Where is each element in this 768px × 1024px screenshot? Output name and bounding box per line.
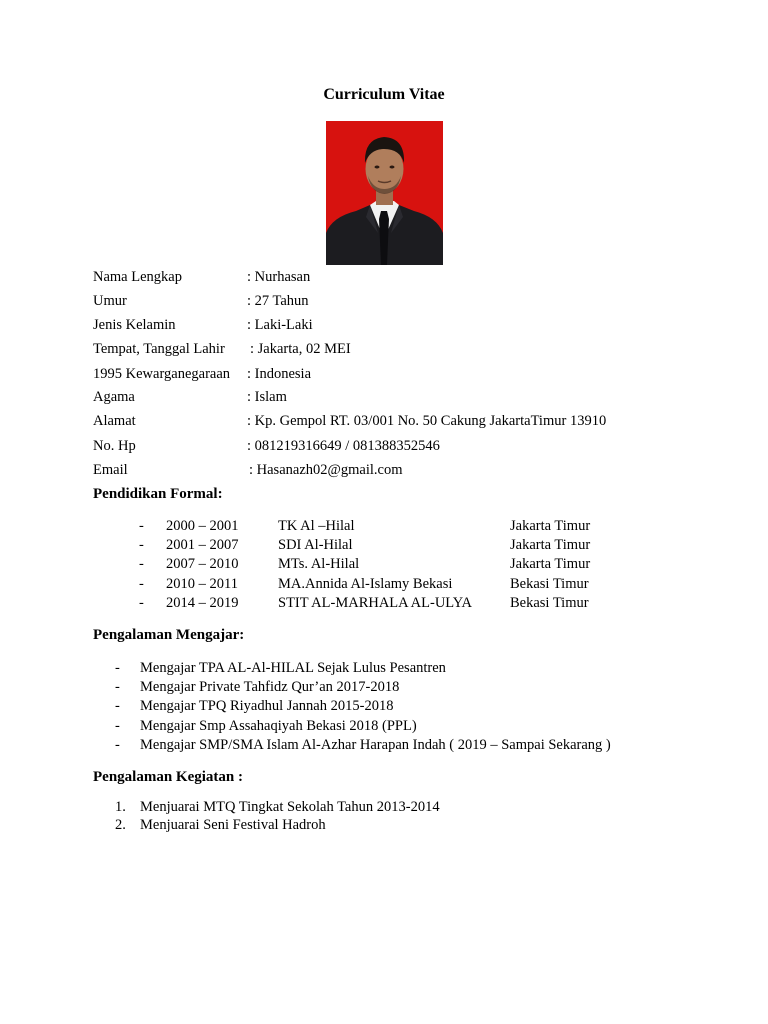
list-marker: - bbox=[139, 595, 144, 611]
list-item-text: Mengajar TPA AL-Al-HILAL Sejak Lulus Pesantren bbox=[140, 660, 446, 676]
list-item-text: Menjuarai MTQ Tingkat Sekolah Tahun 2013-2014 bbox=[140, 799, 440, 815]
education-row bbox=[0, 575, 768, 594]
list-item bbox=[0, 816, 768, 835]
info-label: Agama bbox=[93, 389, 135, 405]
info-value: : Jakarta, 02 MEI bbox=[250, 341, 351, 357]
page-title: Curriculum Vitae bbox=[323, 86, 445, 103]
list-marker: - bbox=[115, 698, 120, 714]
education-row bbox=[0, 555, 768, 574]
list-marker: 1. bbox=[115, 799, 126, 815]
education-row bbox=[0, 536, 768, 555]
profile-photo bbox=[326, 121, 443, 265]
info-label: Nama Lengkap bbox=[93, 269, 182, 285]
info-label: Email bbox=[93, 462, 128, 478]
education-city: Bekasi Timur bbox=[510, 595, 589, 611]
info-label: Umur bbox=[93, 293, 127, 309]
list-item-text: Mengajar SMP/SMA Islam Al-Azhar Harapan Indah ( 2019 – Sampai Sekarang ) bbox=[140, 737, 611, 753]
list-marker: - bbox=[115, 737, 120, 753]
list-item-text: Menjuarai Seni Festival Hadroh bbox=[140, 817, 326, 833]
info-value: : 081219316649 / 081388352546 bbox=[247, 438, 440, 454]
info-value: : 27 Tahun bbox=[247, 293, 309, 309]
education-school: MA.Annida Al-Islamy Bekasi bbox=[278, 576, 453, 592]
education-city: Bekasi Timur bbox=[510, 576, 589, 592]
list-item bbox=[0, 798, 768, 817]
list-marker: 2. bbox=[115, 817, 126, 833]
list-marker: - bbox=[115, 660, 120, 676]
list-item bbox=[0, 736, 768, 755]
info-label: Alamat bbox=[93, 413, 136, 429]
list-marker: - bbox=[139, 518, 144, 534]
education-row bbox=[0, 594, 768, 613]
info-value: : Indonesia bbox=[247, 366, 312, 382]
activities-heading: Pengalaman Kegiatan : bbox=[93, 769, 243, 785]
education-years: 2000 – 2001 bbox=[166, 518, 239, 534]
info-value: : Hasanazh02@gmail.com bbox=[249, 462, 403, 478]
list-item-text: Mengajar Private Tahfidz Qur’an 2017-2018 bbox=[140, 679, 400, 695]
education-row bbox=[0, 517, 768, 536]
info-value: : Kp. Gempol RT. 03/001 No. 50 Cakung JakartaTimur 13910 bbox=[247, 413, 607, 429]
list-item bbox=[0, 717, 768, 736]
info-label: Tempat, Tanggal Lahir bbox=[93, 341, 225, 357]
info-value: : Laki-Laki bbox=[247, 317, 313, 333]
list-marker: - bbox=[115, 679, 120, 695]
info-value: : Islam bbox=[247, 389, 287, 405]
list-marker: - bbox=[115, 718, 120, 734]
education-city: Jakarta Timur bbox=[510, 537, 591, 553]
education-city: Jakarta Timur bbox=[510, 556, 591, 572]
education-years: 2010 – 2011 bbox=[166, 576, 238, 592]
info-value: : Nurhasan bbox=[247, 269, 311, 285]
teaching-heading: Pengalaman Mengajar: bbox=[93, 627, 245, 643]
education-school: SDI Al-Hilal bbox=[278, 537, 353, 553]
education-school: TK Al –Hilal bbox=[278, 518, 355, 534]
education-years: 2007 – 2010 bbox=[166, 556, 239, 572]
education-city: Jakarta Timur bbox=[510, 518, 591, 534]
education-school: STIT AL-MARHALA AL-ULYA bbox=[278, 595, 473, 611]
list-marker: - bbox=[139, 576, 144, 592]
list-item-text: Mengajar Smp Assahaqiyah Bekasi 2018 (PPL) bbox=[140, 718, 417, 734]
education-heading: Pendidikan Formal: bbox=[93, 486, 223, 502]
education-years: 2014 – 2019 bbox=[166, 595, 239, 611]
list-marker: - bbox=[139, 537, 144, 553]
info-label: Jenis Kelamin bbox=[93, 317, 176, 333]
list-item bbox=[0, 659, 768, 678]
list-item-text: Mengajar TPQ Riyadhul Jannah 2015-2018 bbox=[140, 698, 394, 714]
info-label: 1995 Kewarganegaraan bbox=[93, 366, 231, 382]
education-school: MTs. Al-Hilal bbox=[278, 556, 360, 572]
info-label: No. Hp bbox=[93, 438, 136, 454]
list-marker: - bbox=[139, 556, 144, 572]
education-years: 2001 – 2007 bbox=[166, 537, 239, 553]
list-item bbox=[0, 697, 768, 716]
list-item bbox=[0, 678, 768, 697]
